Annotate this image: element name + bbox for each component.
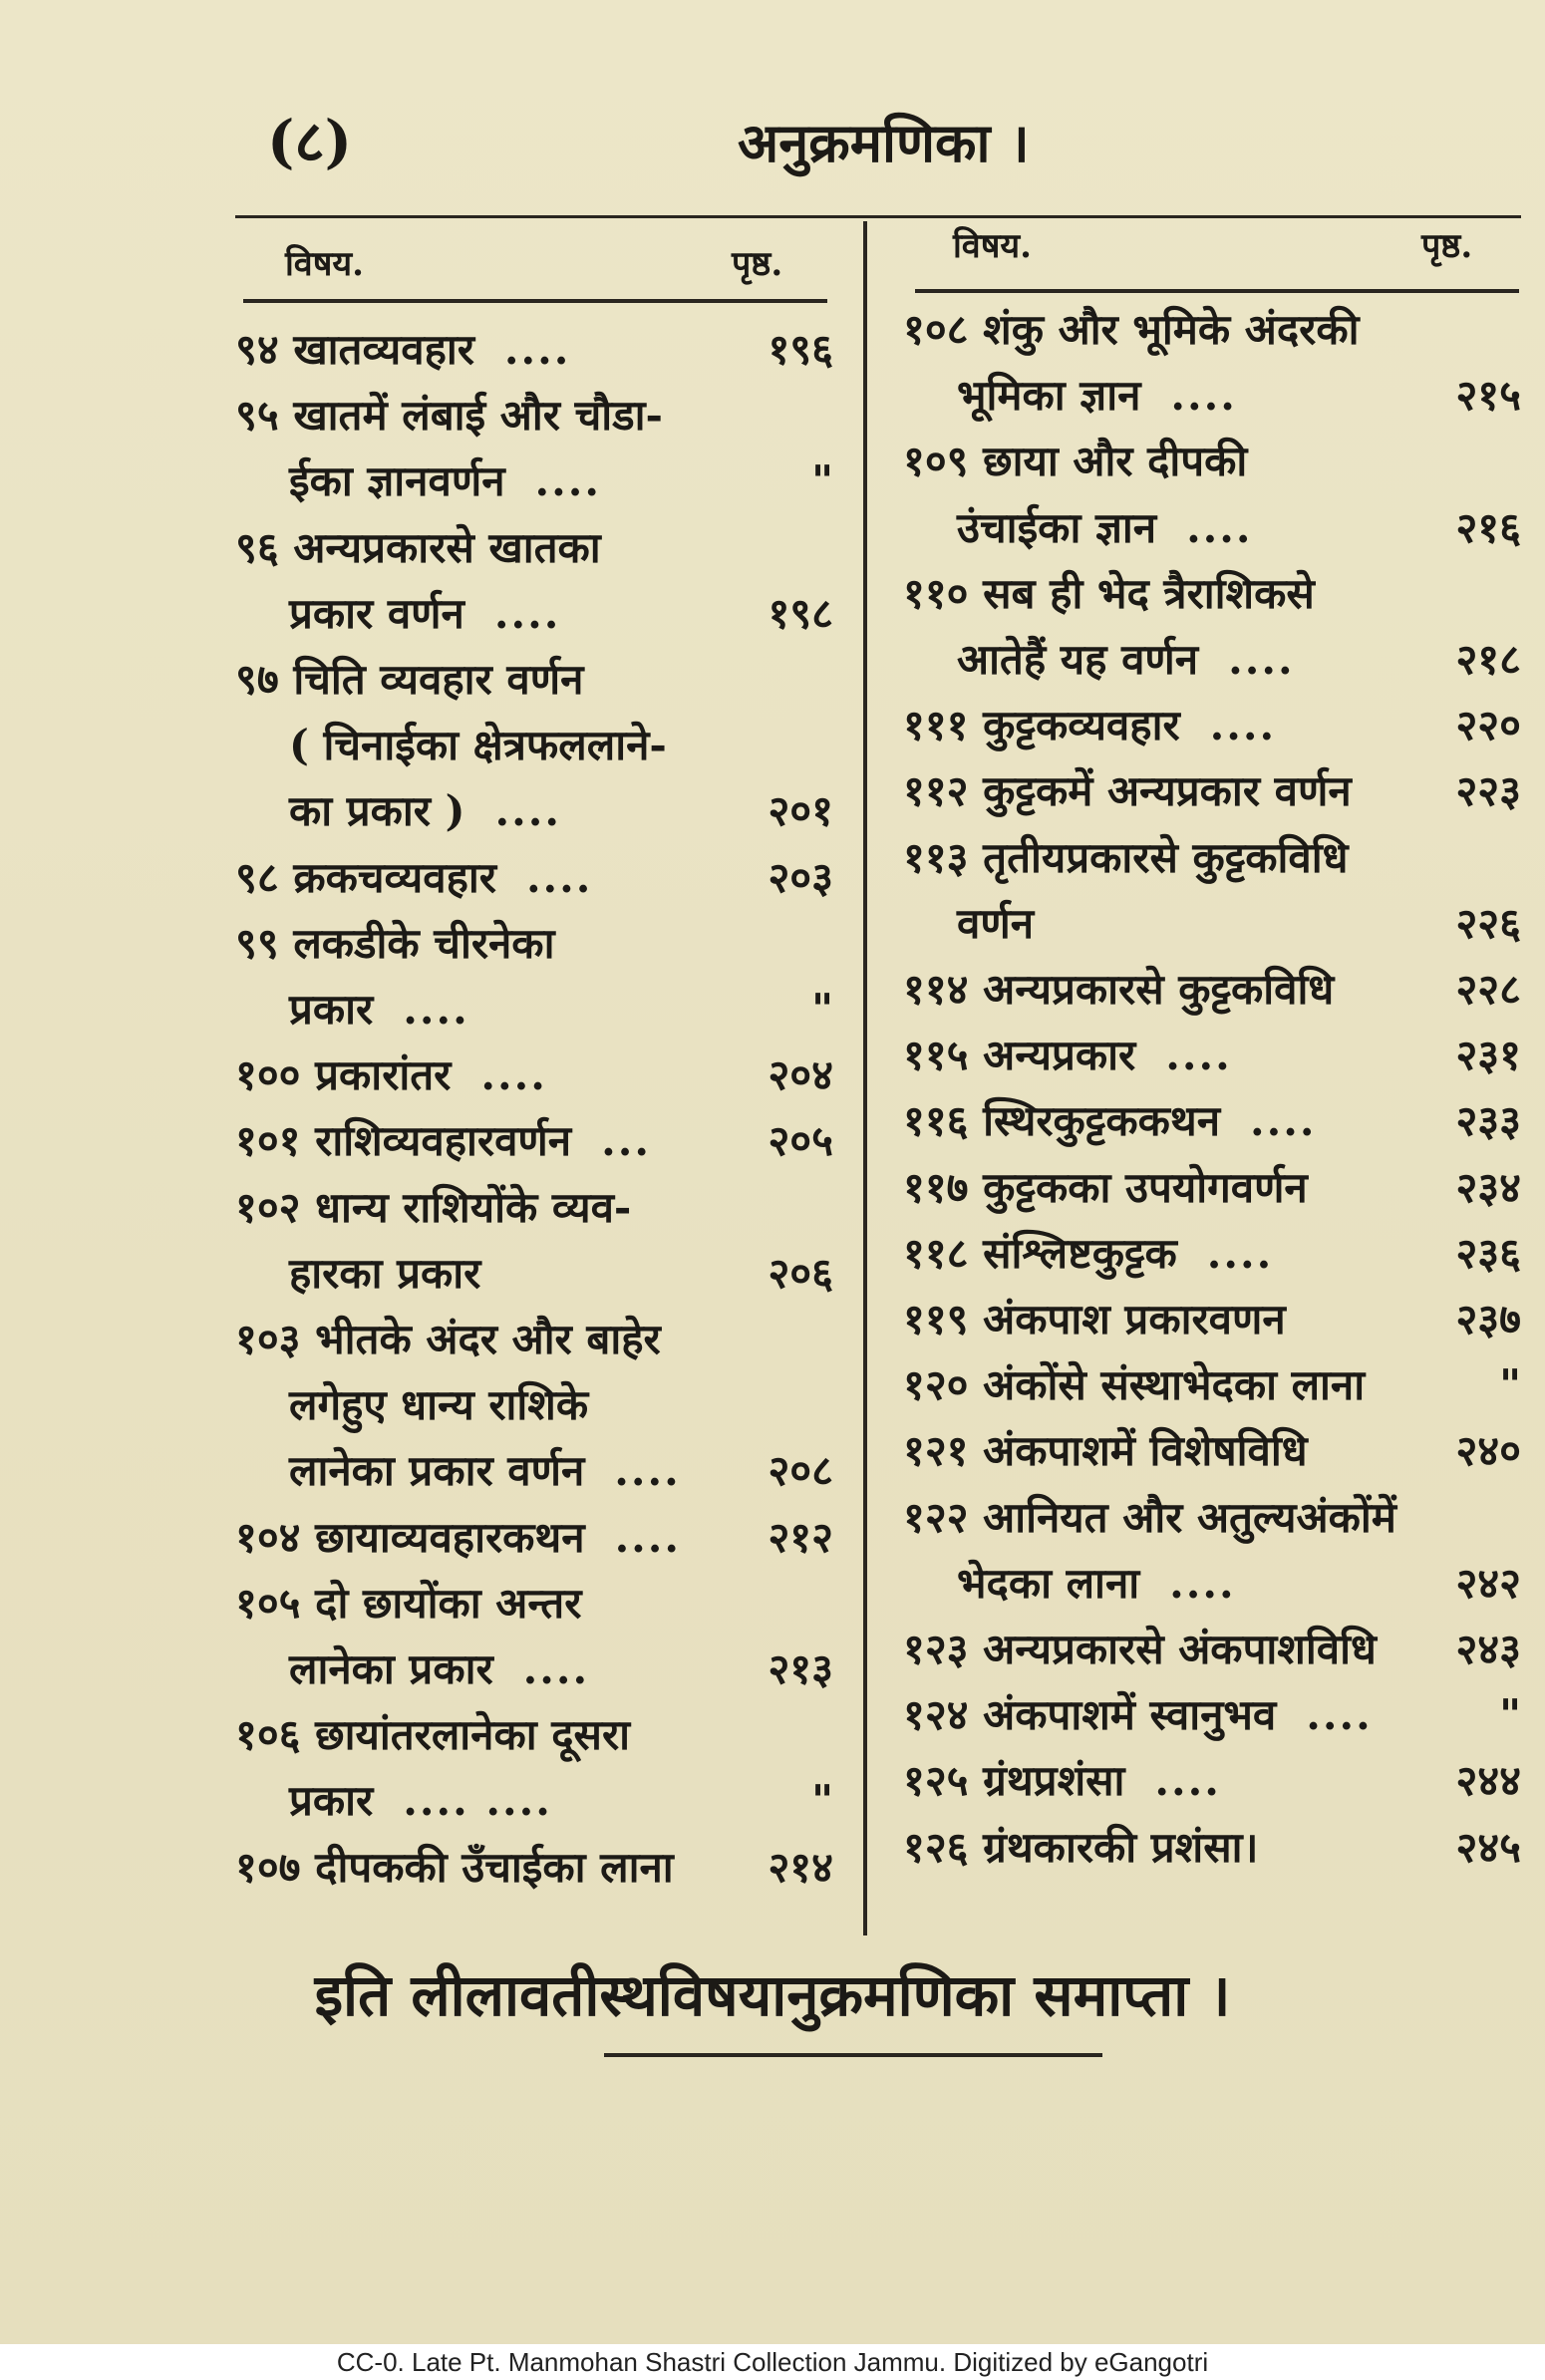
- entry-number: १२१: [903, 1426, 969, 1476]
- right-toc-entry: [903, 1088, 1521, 1154]
- entry-label: [903, 569, 1315, 618]
- entry-label: [903, 1360, 1365, 1409]
- right-toc-entry: [903, 1352, 1521, 1418]
- closing-rule: [604, 2053, 1102, 2057]
- left-toc-entry: [235, 448, 833, 514]
- entry-text: अंकपाशमें स्वानुभव: [983, 1690, 1277, 1740]
- leader-dots: ....: [493, 588, 561, 638]
- right-toc-entry: [903, 758, 1521, 824]
- entry-label: [903, 1823, 1258, 1872]
- entry-label: [235, 1710, 630, 1759]
- entry-page-number: २०३: [768, 852, 833, 902]
- entry-label: [235, 1644, 589, 1693]
- left-toc-entry: [235, 1438, 833, 1504]
- right-toc-entry: [903, 1485, 1521, 1551]
- entry-text: क्रकचव्यवहार: [293, 852, 496, 902]
- entry-number: १००: [235, 1050, 301, 1100]
- entry-label: [235, 1513, 681, 1562]
- right-toc-entry: [903, 891, 1521, 957]
- entry-text: ईका ज्ञानवर्णन: [289, 456, 505, 506]
- entry-number: ११९: [903, 1295, 969, 1343]
- right-heading-rule: [915, 289, 1519, 293]
- entry-number: १०८: [903, 305, 969, 354]
- entry-label: [235, 786, 561, 835]
- leader-dots: ....: [534, 456, 602, 506]
- entry-number: ११३: [903, 832, 969, 882]
- entry-number: ९८: [235, 852, 279, 902]
- entry-label: [235, 985, 469, 1034]
- left-toc-entry: [235, 713, 833, 778]
- entry-text: कुट्टकमें अन्यप्रकार वर्णन: [983, 766, 1352, 816]
- right-toc-entry: [903, 561, 1521, 627]
- entry-page-number: २१५: [1455, 371, 1521, 421]
- right-toc-entry: [903, 297, 1521, 363]
- left-toc-entry: [235, 581, 833, 647]
- left-toc-entry: [235, 1835, 833, 1901]
- leader-dots: ....: [1169, 1558, 1236, 1608]
- entry-text: अन्यप्रकार: [983, 1031, 1136, 1080]
- entry-label: [903, 1559, 1236, 1608]
- leader-dots: ....: [614, 1446, 681, 1496]
- entry-page-number: २४४: [1455, 1756, 1521, 1806]
- right-toc-entry: [903, 1287, 1521, 1352]
- left-toc-entry: [235, 1636, 833, 1702]
- entry-label: [235, 1249, 480, 1298]
- entry-number: १२४: [903, 1690, 969, 1740]
- left-toc-entry: [235, 317, 833, 383]
- entry-label: [903, 1163, 1308, 1212]
- leader-dots: ....: [1154, 1756, 1221, 1806]
- entry-page-number: ": [811, 456, 833, 506]
- right-page-heading: पृष्ठ.: [1421, 226, 1473, 266]
- top-rule: [235, 215, 1521, 218]
- entry-text: वर्णन: [957, 898, 1035, 948]
- entry-label: [235, 1446, 681, 1495]
- entry-number: ११४: [903, 965, 969, 1014]
- entry-label: [235, 919, 554, 968]
- entry-label: [903, 503, 1253, 552]
- left-toc-entry: [235, 778, 833, 844]
- page-number: (८): [267, 108, 353, 175]
- entry-number: ११२: [903, 766, 969, 816]
- entry-page-number: २३४: [1455, 1162, 1521, 1212]
- entry-text: लानेका प्रकार वर्णन: [289, 1446, 585, 1496]
- entry-text: ग्रंथप्रशंसा: [983, 1756, 1125, 1806]
- entry-text: हारका प्रकार: [289, 1248, 481, 1298]
- entry-text: तृतीयप्रकारसे कुट्टकविधि: [983, 832, 1349, 882]
- entry-page-number: २३३: [1455, 1096, 1521, 1146]
- entry-text: का प्रकार ): [289, 786, 465, 836]
- entry-number: १०७: [235, 1842, 301, 1892]
- right-toc-entry: [903, 429, 1521, 494]
- entry-text: कुट्टकव्यवहार: [983, 701, 1180, 750]
- entry-number: १०६: [235, 1710, 301, 1760]
- entry-number: १२०: [903, 1360, 969, 1410]
- entry-number: १०९: [903, 437, 969, 486]
- leader-dots: ....: [503, 325, 571, 374]
- entry-text: प्रकारांतर: [315, 1050, 452, 1100]
- entry-text: दीपककी उँचाईका लाना: [315, 1842, 674, 1892]
- entry-number: १०४: [235, 1512, 301, 1562]
- entry-page-number: २२८: [1455, 965, 1521, 1014]
- entry-number: ९६: [235, 522, 279, 572]
- entry-label: [903, 965, 1334, 1014]
- left-toc-entry: [235, 1702, 833, 1768]
- entry-label: [903, 1625, 1377, 1673]
- entry-label: [235, 853, 592, 902]
- entry-text: अंकपाश प्रकारवणन: [983, 1295, 1286, 1343]
- right-toc-entry: [903, 1551, 1521, 1617]
- entry-page-number: २१३: [768, 1644, 833, 1693]
- leader-dots: ....: [1250, 1096, 1317, 1146]
- leader-dots: ....: [1170, 371, 1237, 421]
- entry-label: [903, 766, 1352, 815]
- right-toc-entry: [903, 1682, 1521, 1748]
- right-toc-entry: [903, 1155, 1521, 1221]
- entry-label: [903, 1096, 1317, 1145]
- entry-label: [235, 1050, 547, 1099]
- right-toc-entry: [903, 495, 1521, 561]
- entry-number: १०१: [235, 1116, 301, 1166]
- entry-text: आनियत और अतुल्यअंकोंमें: [983, 1492, 1396, 1542]
- right-subject-heading: विषय.: [953, 226, 1032, 266]
- entry-number: ११५: [903, 1031, 969, 1080]
- right-toc-entry: [903, 1221, 1521, 1287]
- entry-text: ग्रंथकारकी प्रशंसा।: [983, 1822, 1259, 1872]
- left-toc-entry: [235, 647, 833, 713]
- left-toc-entry: [235, 1307, 833, 1372]
- entry-number: ११८: [903, 1228, 969, 1278]
- column-divider: [863, 221, 867, 1935]
- entry-text: धान्य राशियोंके व्यव-: [315, 1182, 632, 1232]
- entry-text: स्थिरकुट्टककथन: [983, 1096, 1221, 1146]
- leader-dots: ....: [1186, 502, 1253, 552]
- entry-page-number: २१६: [1455, 502, 1521, 552]
- entry-number: ११६: [903, 1096, 969, 1146]
- right-toc-entry: [903, 1617, 1521, 1682]
- left-toc-entry: [235, 1768, 833, 1834]
- left-toc-entry: [235, 1571, 833, 1636]
- entry-label: [235, 325, 570, 374]
- entry-text: लगेहुए धान्य राशिके: [289, 1380, 589, 1430]
- left-page-heading: पृष्ठ.: [732, 244, 783, 284]
- leader-dots: ....: [1228, 635, 1295, 684]
- leader-dots: ....: [494, 786, 561, 836]
- entry-text: अंकोंसे संस्थाभेदका लाना: [983, 1360, 1366, 1410]
- entry-label: [903, 371, 1237, 420]
- right-toc-entry: [903, 957, 1521, 1023]
- entry-number: १०२: [235, 1182, 301, 1232]
- entry-label: [903, 1756, 1221, 1805]
- entry-page-number: ": [1499, 1360, 1521, 1410]
- entry-label: [235, 1380, 588, 1429]
- left-toc-entry: [235, 845, 833, 911]
- right-toc-entry: [903, 693, 1521, 758]
- left-heading-rule: [243, 299, 827, 303]
- leader-dots: .... ....: [403, 1776, 552, 1826]
- entry-text: अन्यप्रकारसे कुट्टकविधि: [983, 965, 1335, 1014]
- page-title: अनुक्रमणिका ।: [738, 111, 1030, 174]
- entry-text: प्रकार वर्णन: [289, 588, 464, 638]
- entry-text: अन्यप्रकारसे खातका: [293, 522, 601, 572]
- entry-number: १०३: [235, 1315, 301, 1363]
- right-toc-entry: [903, 363, 1521, 429]
- entry-text: छायाव्यवहारकथन: [315, 1512, 585, 1562]
- entry-text: भूमिका ज्ञान: [957, 371, 1141, 421]
- entry-text: सब ही भेद त्रैराशिकसे: [983, 568, 1315, 618]
- leader-dots: ....: [614, 1512, 682, 1562]
- entry-number: १२२: [903, 1492, 969, 1542]
- entry-page-number: २१२: [768, 1512, 833, 1562]
- leader-dots: ....: [1306, 1690, 1373, 1740]
- entry-label: [903, 833, 1349, 882]
- entry-text: प्रकार: [289, 1776, 374, 1826]
- entry-label: [903, 1493, 1396, 1542]
- right-toc-entry: [903, 1023, 1521, 1088]
- entry-label: [903, 1031, 1232, 1079]
- entry-label: [235, 1116, 651, 1165]
- entry-page-number: २२६: [1455, 898, 1521, 948]
- entry-page-number: २४२: [1455, 1558, 1521, 1608]
- entry-page-number: २३६: [1455, 1228, 1521, 1278]
- entry-page-number: २१८: [1455, 635, 1521, 684]
- entry-page-number: २३७: [1455, 1295, 1521, 1343]
- right-toc-entry: [903, 1815, 1521, 1881]
- left-toc-entry: [235, 383, 833, 448]
- entry-text: लकडीके चीरनेका: [293, 918, 555, 968]
- entry-label: [235, 391, 663, 440]
- leader-dots: ....: [522, 1644, 590, 1693]
- left-toc-entry: [235, 1108, 833, 1174]
- entry-label: [903, 1229, 1273, 1278]
- entry-page-number: २४३: [1455, 1625, 1521, 1673]
- entry-number: ११७: [903, 1162, 969, 1212]
- right-toc-entry: [903, 1418, 1521, 1484]
- entry-label: [235, 1776, 552, 1825]
- left-toc-entry: [235, 977, 833, 1042]
- entry-label: [903, 701, 1276, 749]
- leader-dots: ....: [1209, 701, 1277, 750]
- entry-number: ९७: [235, 655, 279, 704]
- entry-text: खातमें लंबाई और चौडा-: [293, 391, 663, 441]
- entry-text: अन्यप्रकारसे अंकपाशविधि: [983, 1625, 1377, 1673]
- entry-text: भीतके अंदर और बाहेर: [315, 1315, 661, 1363]
- entry-label: [903, 899, 1034, 948]
- entry-label: [235, 1579, 581, 1628]
- right-toc-entry: [903, 825, 1521, 891]
- left-toc-entry: [235, 1241, 833, 1307]
- entry-number: ९५: [235, 391, 279, 441]
- entry-page-number: २०४: [768, 1050, 833, 1100]
- entry-label: [903, 1690, 1373, 1739]
- entry-page-number: ": [811, 985, 833, 1034]
- entry-text: दो छायोंका अन्तर: [315, 1578, 582, 1628]
- leader-dots: ....: [525, 852, 593, 902]
- leader-dots: ....: [403, 985, 469, 1034]
- entry-text: छाया और दीपकी: [983, 437, 1248, 486]
- entry-label: [903, 1295, 1286, 1343]
- entry-page-number: २०१: [768, 786, 833, 836]
- entry-page-number: २०६: [768, 1248, 833, 1298]
- entry-text: भेदका लाना: [957, 1558, 1140, 1608]
- entry-page-number: २२३: [1455, 766, 1521, 816]
- page-header: [0, 100, 1545, 179]
- entry-number: १२६: [903, 1822, 969, 1872]
- entry-text: ( चिनाईका क्षेत्रफललाने-: [289, 721, 667, 770]
- entry-number: १११: [903, 701, 969, 750]
- entry-label: [235, 1183, 631, 1232]
- left-toc-entry: [235, 1372, 833, 1438]
- entry-text: लानेका प्रकार: [289, 1644, 493, 1693]
- entry-label: [903, 1426, 1308, 1475]
- entry-number: १२५: [903, 1756, 969, 1806]
- left-toc-entry: [235, 1042, 833, 1108]
- right-toc-entry: [903, 1748, 1521, 1814]
- entry-label: [235, 655, 583, 704]
- entry-label: [235, 456, 601, 505]
- digitization-credit: CC-0. Late Pt. Manmohan Shastri Collection Jammu. Digitized by eGangotri: [0, 2344, 1545, 2380]
- entry-label: [235, 1843, 674, 1892]
- entry-page-number: २४५: [1455, 1822, 1521, 1872]
- entry-text: उंचाईका ज्ञान: [957, 502, 1157, 552]
- entry-page-number: २२०: [1455, 701, 1521, 750]
- entry-text: अंकपाशमें विशेषविधि: [983, 1426, 1308, 1476]
- left-toc-entry: [235, 1505, 833, 1571]
- closing-line: इति लीलावतीस्थविषयानुक्रमणिका समाप्ता ।: [314, 1961, 1231, 2029]
- entry-page-number: २४०: [1455, 1426, 1521, 1476]
- leader-dots: ....: [480, 1050, 547, 1100]
- entry-text: चिति व्यवहार वर्णन: [293, 655, 584, 704]
- entry-text: खातव्यवहार: [293, 325, 474, 374]
- entry-page-number: ": [811, 1776, 833, 1826]
- entry-label: [903, 437, 1247, 485]
- leader-dots: ....: [1206, 1228, 1274, 1278]
- entry-number: ९९: [235, 918, 279, 968]
- entry-page-number: २०८: [768, 1446, 833, 1496]
- entry-page-number: १९६: [768, 325, 833, 374]
- entry-label: [903, 635, 1295, 684]
- entry-text: संश्लिष्टकुट्टक: [983, 1228, 1177, 1278]
- entry-label: [235, 523, 601, 572]
- entry-label: [235, 1315, 661, 1363]
- entry-page-number: ": [1499, 1690, 1521, 1740]
- entry-number: ९४: [235, 325, 279, 374]
- entry-text: राशिव्यवहारवर्णन: [315, 1116, 572, 1166]
- entry-number: ११०: [903, 568, 969, 618]
- entry-text: प्रकार: [289, 985, 374, 1034]
- left-toc-entry: [235, 515, 833, 581]
- entry-text: छायांतरलानेका दूसरा: [315, 1710, 631, 1760]
- entry-number: १०५: [235, 1578, 301, 1628]
- entry-label: [235, 589, 560, 638]
- entry-page-number: १९८: [768, 588, 833, 638]
- entry-text: आतेहैं यह वर्णन: [957, 635, 1199, 684]
- right-toc-entry: [903, 627, 1521, 693]
- entry-number: १२३: [903, 1625, 969, 1673]
- left-subject-heading: विषय.: [285, 244, 364, 284]
- entry-text: कुट्टकका उपयोगवर्णन: [983, 1162, 1308, 1212]
- leader-dots: ....: [1165, 1031, 1232, 1080]
- entry-page-number: २१४: [768, 1842, 833, 1892]
- leader-dots: ...: [601, 1116, 651, 1166]
- left-toc-entry: [235, 1175, 833, 1241]
- entry-page-number: २३१: [1455, 1031, 1521, 1080]
- left-toc-entry: [235, 911, 833, 977]
- entry-label: [235, 721, 667, 769]
- entry-page-number: २०५: [768, 1116, 833, 1166]
- entry-label: [903, 305, 1359, 354]
- entry-text: शंकु और भूमिके अंदरकी: [983, 305, 1360, 354]
